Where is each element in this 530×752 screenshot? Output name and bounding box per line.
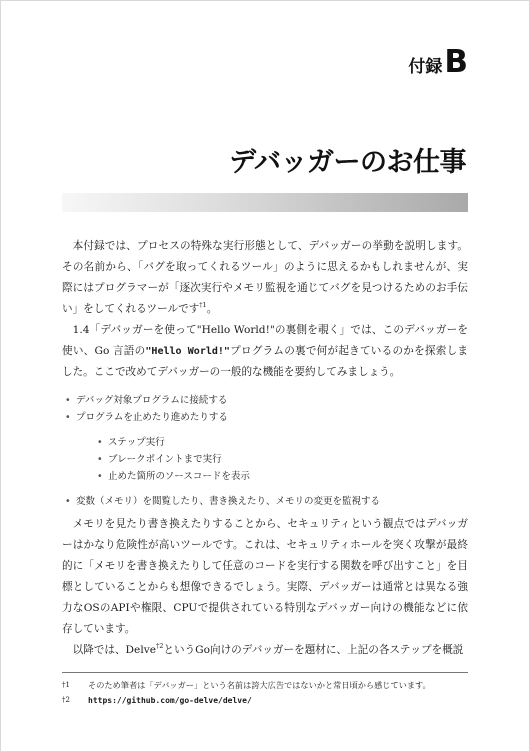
footnotes	[62, 678, 482, 708]
paragraph-security: メモリを見たり書き換えたりすることから、セキュリティという観点ではデバッガーはかなり危険性が高いツールです。これは、セキュリティホールを突く攻撃が最終的に「メモリを書き換えたりして任意のコードを実行する関数を呼び出すこと」を目標としていることからも想像できるでしょう。実際、デバッガーは通常とは異なる強力なOSのAPIや権限、CPUで提供されている特別なデバッガー向けの機能などに依存しています。	[62, 518, 468, 635]
list-item: • デバッグ対象プログラムに接続する	[62, 392, 468, 409]
footnote-mark: †1	[62, 681, 70, 689]
footnote-link[interactable]: https://github.com/go-delve/delve/	[88, 696, 252, 705]
footnote-ref: †2	[155, 642, 164, 650]
sub-list	[94, 434, 468, 485]
appendix-heading	[408, 44, 468, 80]
footnote-text: そのため筆者は「デバッガー」という名前は誇大広告ではないかと常日頃から感じています。	[88, 680, 431, 690]
footnote-divider	[62, 672, 468, 673]
title-gradient-bar	[62, 193, 468, 212]
list-item	[62, 409, 468, 485]
sub-list-item: • ステップ実行	[94, 434, 468, 451]
sub-list-item: • 止めた箇所のソースコードを表示	[94, 468, 468, 485]
paragraph-text: 本付録では、プロセスの特殊な実行形態として、デバッガーの挙動を説明します。その名前から、「バグを取ってくれるツール」のように思えるかもしれませんが、実際にはプログラマーが「逐次実行やメモリ監視を通じてバグを見つけるためのお手伝い」をしてくれるツールです	[62, 240, 468, 315]
feature-list	[62, 392, 468, 510]
sub-list-item: • ブレークポイントまで実行	[94, 451, 468, 468]
footnote-ref: †1	[199, 301, 207, 309]
appendix-label: 付録	[408, 57, 443, 77]
paragraph-text: というGo向けのデバッガーを題材に、上記の各ステップを概説	[163, 644, 464, 656]
footnote	[62, 678, 482, 693]
paragraph-text: 1.4「デバッガーを使って"Hello World!"の裏側を覗く」では、このデバッガーを使い、Go 言語の	[62, 324, 468, 357]
chapter-title: デバッガーのお仕事	[229, 147, 466, 178]
footnote	[62, 693, 482, 708]
list-item-label: プログラムを止めたり進めたりする	[76, 412, 228, 423]
appendix-letter: B	[444, 44, 468, 80]
paragraph-delve	[62, 640, 468, 661]
paragraph-text: 以降では、Delve	[72, 644, 156, 656]
paragraph-text: プログラムの裏で何が起きているのかを探索しました。ここで改めてデバッガーの一般的な機能を要約してみましょう。	[62, 345, 468, 378]
paragraph-text: 。	[206, 303, 218, 315]
footnote-mark: †2	[62, 696, 70, 704]
list-item: • 変数（メモリ）を閲覧したり、書き換えたり、メモリの変更を監視する	[62, 493, 468, 510]
body-text	[62, 236, 468, 661]
inline-code: "Hello World!"	[145, 346, 230, 357]
paragraph-intro	[62, 236, 468, 320]
paragraph-reference	[62, 320, 468, 383]
